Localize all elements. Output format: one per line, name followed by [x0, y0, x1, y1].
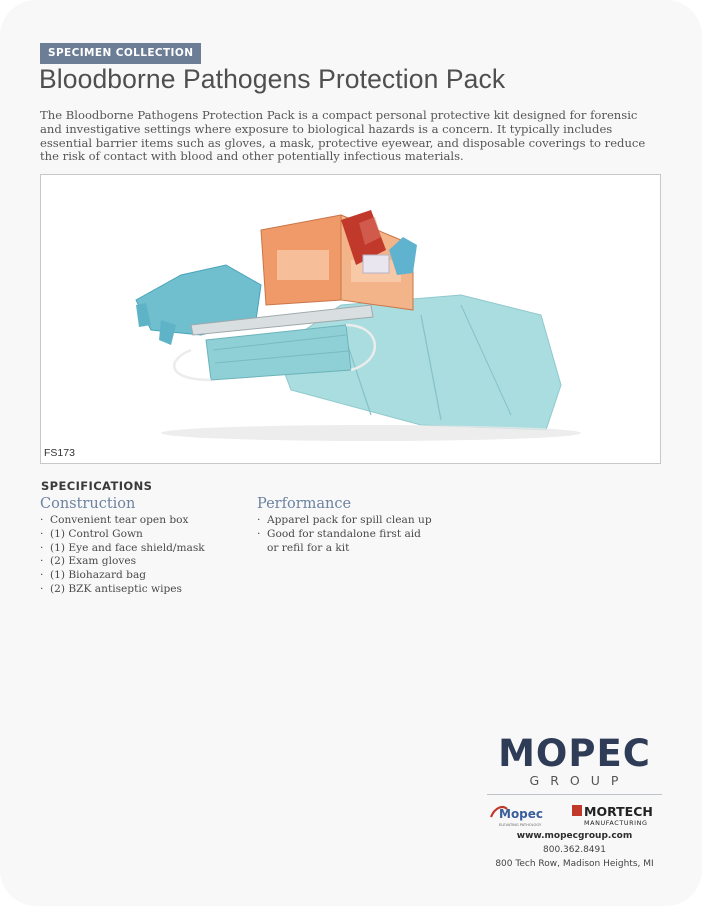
- list-item: · (1) Biohazard bag: [40, 569, 240, 583]
- product-description: The Bloodborne Pathogens Protection Pack is a compact personal protective kit designed for forensic and investigative settings where exposure to biological hazards is a concern. It typically includes essential barrier items such as gloves, a mask, protective eyewear, and disposable coverings to reduce the risk of contact with blood and other potentially infectious materials.: [40, 108, 646, 164]
- list-item: · (2) BZK antiseptic wipes: [40, 583, 240, 597]
- mopec-sub-logo-text: Mopec: [499, 807, 544, 821]
- mortech-sub-logo-sub: MANUFACTURING: [584, 819, 648, 827]
- page-title: Bloodborne Pathogens Protection Pack: [39, 64, 506, 94]
- product-photo: [40, 174, 661, 464]
- product-illustration: [41, 175, 660, 463]
- contact-block: [487, 829, 662, 871]
- mopec-sub-logo-tagline: ELEVATING PATHOLOGY: [499, 823, 542, 827]
- model-code: FS173: [44, 447, 75, 459]
- construction-list: [40, 514, 240, 597]
- website-link[interactable]: www.mopecgroup.com: [516, 831, 633, 841]
- brand-group-word: GROUP: [529, 773, 630, 788]
- mopec-sub-logo: [489, 803, 551, 829]
- sub-brand-logos: [487, 801, 662, 829]
- address: 800 Tech Row, Madison Heights, MI: [495, 859, 654, 869]
- mopec-group-logo: [487, 732, 662, 829]
- list-item: · Good for standalone first aid or refil for a kit: [257, 528, 432, 556]
- list-item: · Convenient tear open box: [40, 514, 240, 528]
- brand-divider: [487, 794, 662, 795]
- construction-section: [40, 496, 240, 597]
- mortech-sub-logo-text: MORTECH: [584, 804, 653, 819]
- list-item: · (1) Control Gown: [40, 528, 240, 542]
- construction-title: Construction: [40, 496, 136, 512]
- performance-title: Performance: [257, 496, 352, 512]
- list-item: · (2) Exam gloves: [40, 555, 240, 569]
- list-item: · Apparel pack for spill clean up: [257, 514, 457, 528]
- brand-wordmark: MOPEC: [498, 732, 651, 775]
- category-tag: SPECIMEN COLLECTION: [40, 43, 201, 64]
- performance-section: [257, 496, 457, 555]
- mortech-sub-logo: [572, 802, 662, 828]
- specifications-heading: SPECIFICATIONS: [41, 479, 153, 493]
- performance-list: [257, 514, 457, 555]
- list-item: · (1) Eye and face shield/mask: [40, 542, 240, 556]
- phone-number: 800.362.8491: [543, 845, 606, 855]
